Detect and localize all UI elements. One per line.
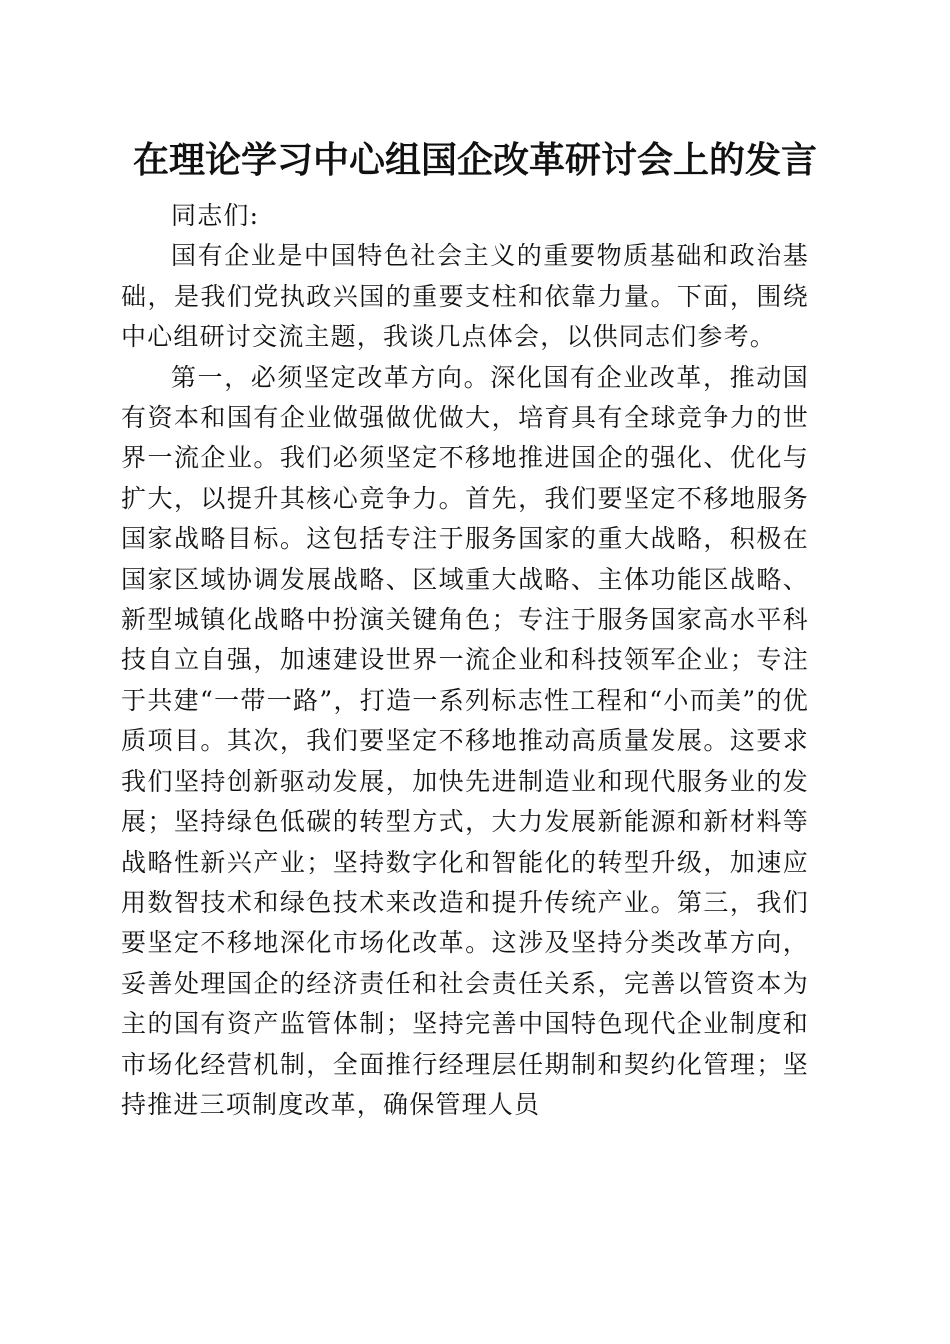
document-body — [121, 196, 809, 1125]
first-point-paragraph: 第一，必须坚定改革方向。深化国有企业改革，推动国有资本和国有企业做强做优做大，培育具有全球竞争力的世界一流企业。我们必须坚定不移地推进国企的强化、优化与扩大，以提升其核心竞争力。首先，我们要坚定不移地服务国家战略目标。这包括专注于服务国家的重大战略，积极在国家区域协调发展战略、区域重大战略、主体功能区战略、新型城镇化战略中扮演关键角色；专注于服务国家高水平科技自立自强，加速建设世界一流企业和科技领军企业；专注于共建“一带一路”，打造一系列标志性工程和“小而美”的优质项目。其次，我们要坚定不移地推动高质量发展。这要求我们坚持创新驱动发展，加快先进制造业和现代服务业的发展；坚持绿色低碳的转型方式，大力发展新能源和新材料等战略性新兴产业；坚持数字化和智能化的转型升级，加速应用数智技术和绿色技术来改造和提升传统产业。第三，我们要坚定不移地深化市场化改革。这涉及坚持分类改革方向，妥善处理国企的经济责任和社会责任关系，完善以管资本为主的国有资产监管体制；坚持完善中国特色现代企业制度和市场化经营机制，全面推行经理层任期制和契约化管理；坚持推进三项制度改革，确保管理人员 — [121, 362, 809, 1119]
document-title: 在理论学习中心组国企改革研讨会上的发言 — [132, 139, 817, 181]
intro-paragraph: 国有企业是中国特色社会主义的重要物质基础和政治基础，是我们党执政兴国的重要支柱和依靠力量。下面，围绕中心组研讨交流主题，我谈几点体会，以供同志们参考。 — [121, 241, 809, 352]
salutation-paragraph: 同志们: — [171, 201, 260, 230]
